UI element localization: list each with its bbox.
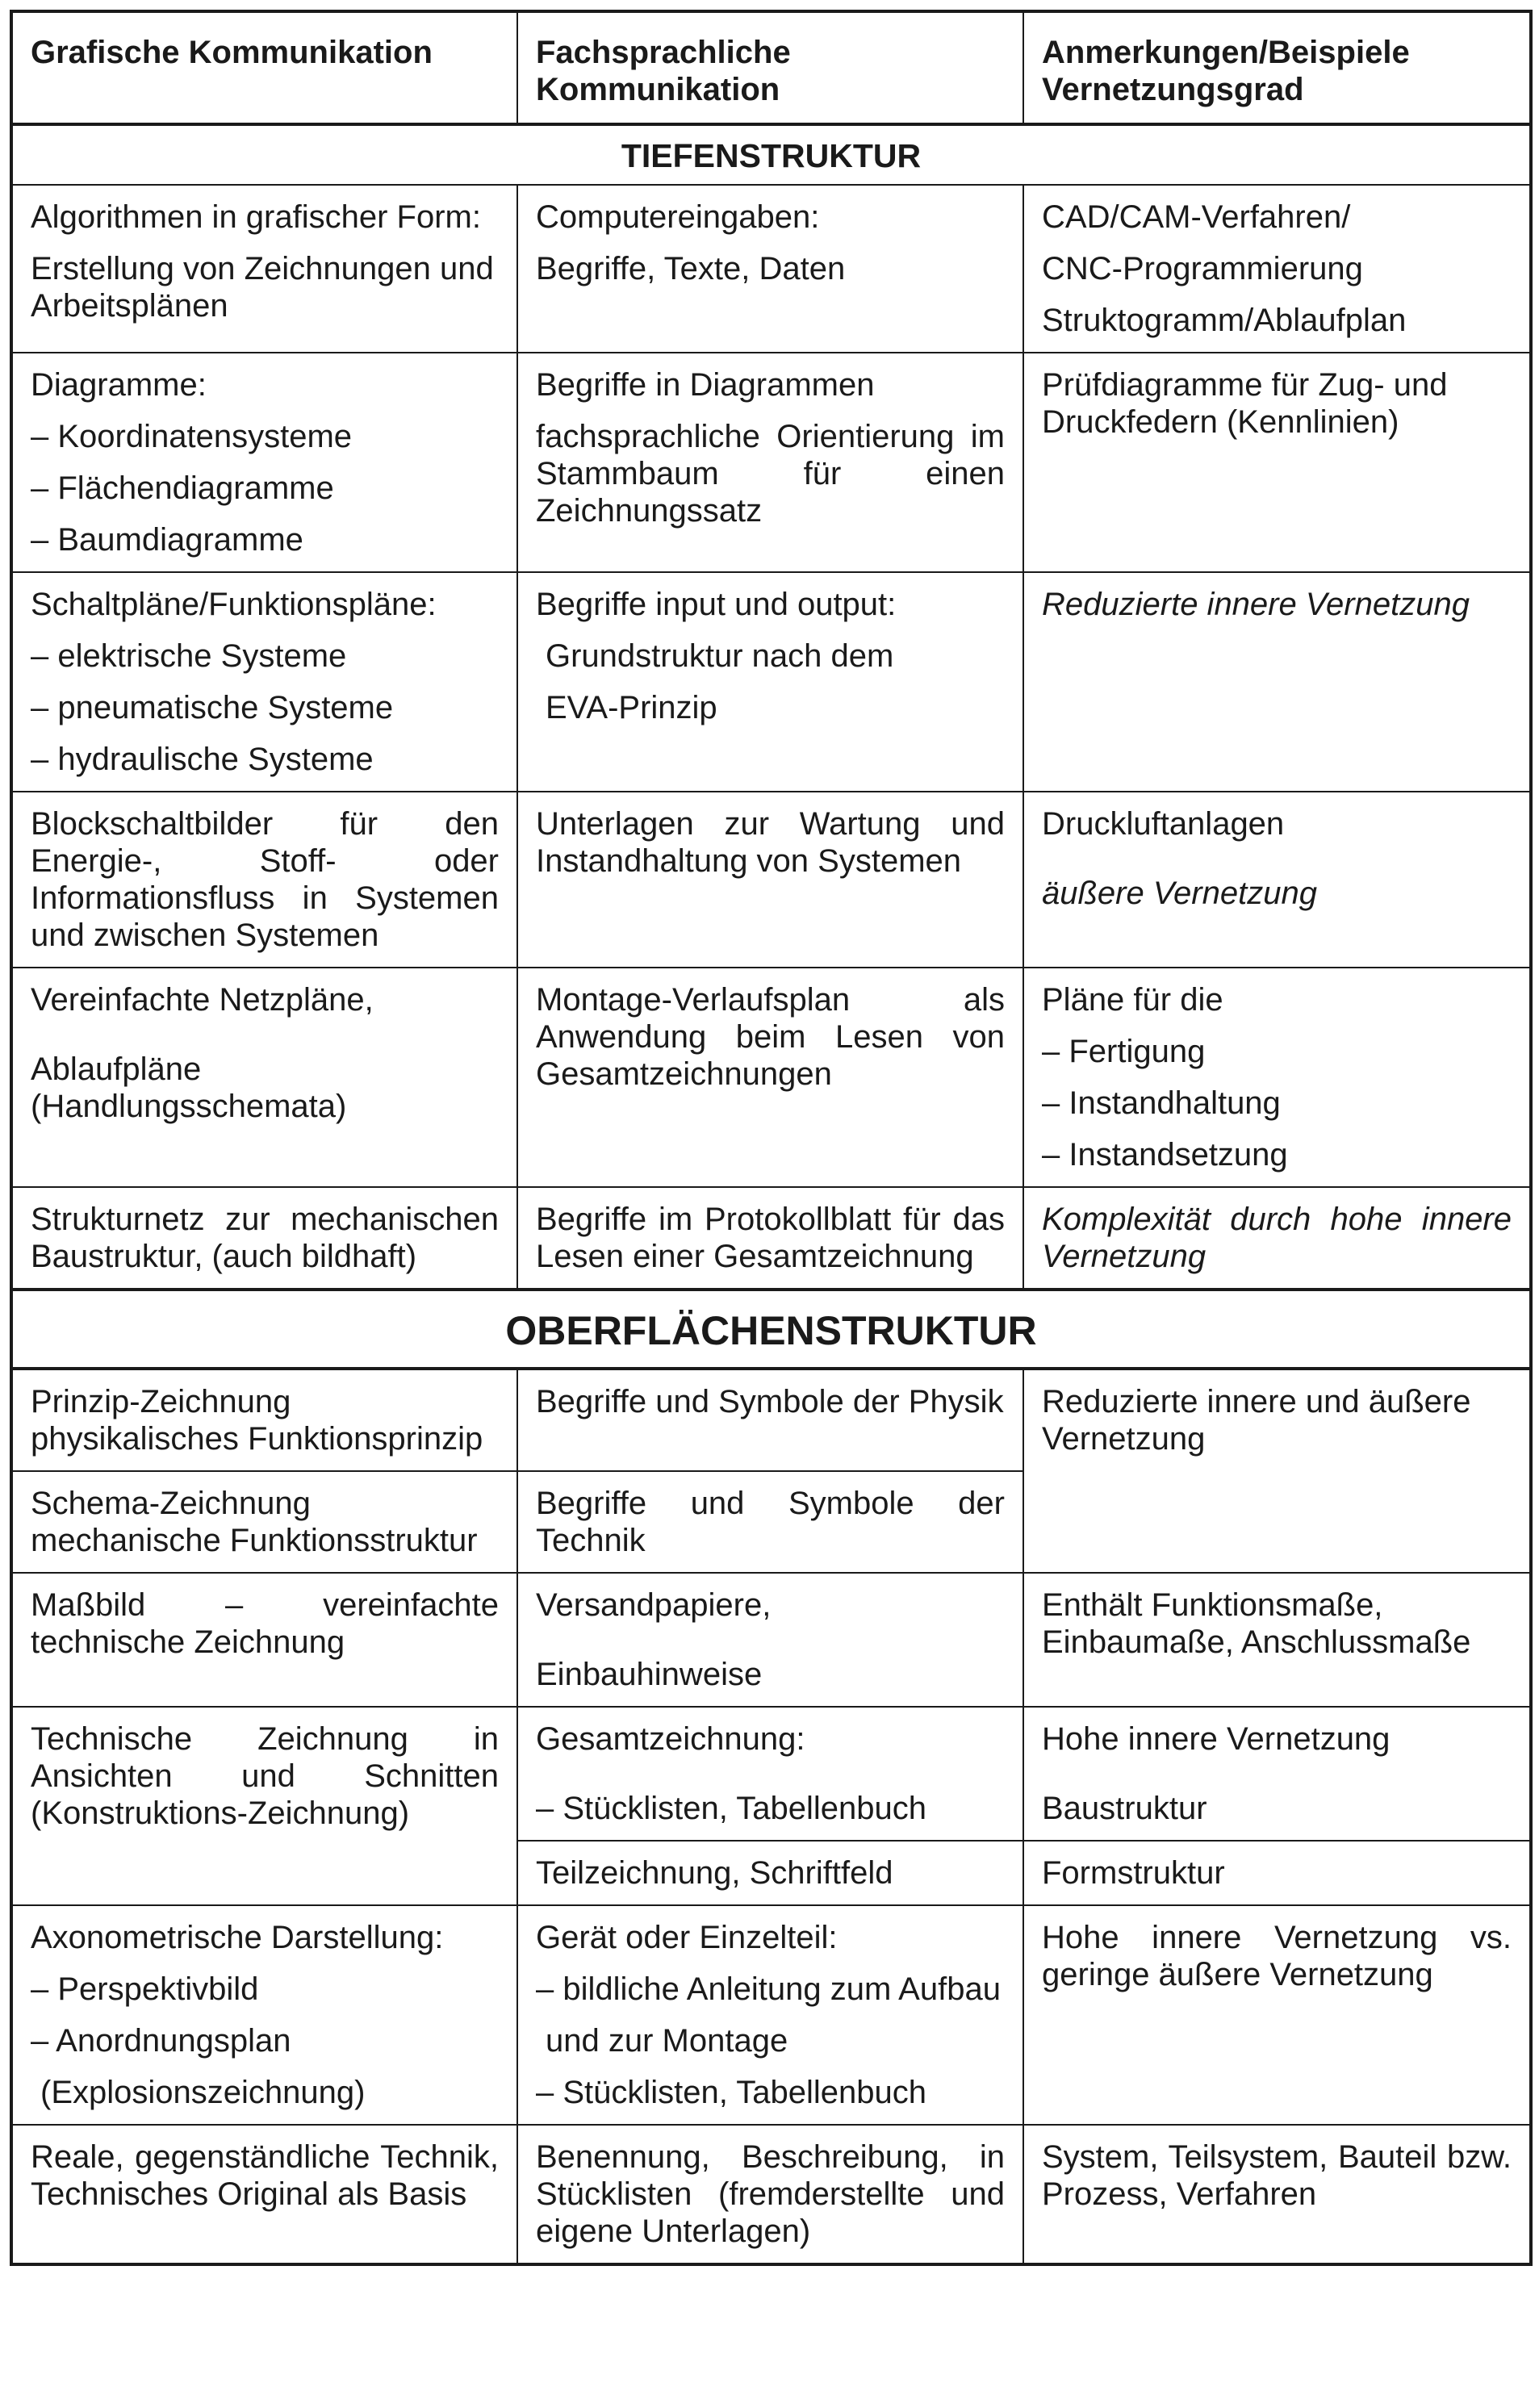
table-cell bbox=[1023, 1905, 1531, 2125]
communication-table bbox=[10, 10, 1533, 2266]
cell-text: CAD/CAM-Verfahren/ bbox=[1042, 199, 1351, 235]
cell-text: Vereinfachte Netzpläne, bbox=[31, 982, 374, 1018]
table-cell bbox=[517, 792, 1023, 968]
cell-text: – Flächendiagramme bbox=[31, 470, 334, 506]
table-row bbox=[11, 185, 1531, 353]
table-cell bbox=[1023, 1707, 1531, 1841]
table-row bbox=[11, 1369, 1531, 1471]
table-row bbox=[11, 968, 1531, 1187]
table-cell bbox=[1023, 1187, 1531, 1290]
cell-text: Teilzeichnung, Schriftfeld bbox=[536, 1855, 893, 1891]
cell-text: fachsprachliche Orientierung im Stammbaum für einen Zeichnungssatz bbox=[536, 419, 1005, 529]
section-row-tiefenstruktur bbox=[11, 124, 1531, 185]
cell-text: – pneumatische Systeme bbox=[31, 690, 394, 725]
table-cell bbox=[11, 1905, 517, 2125]
table-cell bbox=[517, 2125, 1023, 2264]
table-cell bbox=[1023, 572, 1531, 792]
cell-text: Montage-Verlaufsplan als Anwendung beim Lesen von Gesamtzeichnungen bbox=[536, 982, 1005, 1092]
table-cell bbox=[11, 353, 517, 572]
cell-text: Begriffe input und output: bbox=[536, 587, 897, 622]
cell-text: Hohe innere Vernetzung bbox=[1042, 1721, 1391, 1757]
table-cell bbox=[517, 1573, 1023, 1707]
cell-text: Ablaufpläne (Handlungsschemata) bbox=[31, 1051, 347, 1124]
table-cell bbox=[11, 792, 517, 968]
table-cell bbox=[11, 1369, 517, 1471]
cell-text: Komplexität durch hohe innere Vernetzung bbox=[1042, 1202, 1512, 1274]
table-row bbox=[11, 1707, 1531, 1841]
cell-text: Benennung, Beschreibung, in Stücklisten (fremderstellte und eigene Unterlagen) bbox=[536, 2139, 1005, 2249]
table-row bbox=[11, 353, 1531, 572]
cell-text: Computereingaben: bbox=[536, 199, 820, 235]
table-cell bbox=[11, 1471, 517, 1573]
table-row bbox=[11, 572, 1531, 792]
cell-text: – Baumdiagramme bbox=[31, 522, 303, 558]
cell-text: – Stücklisten, Tabellenbuch bbox=[536, 1791, 927, 1826]
table-cell bbox=[517, 968, 1023, 1187]
cell-text: Begriffe und Symbole der Technik bbox=[536, 1486, 1005, 1558]
cell-text: Blockschaltbilder für den Energie-, Stoff- oder Informationsfluss in Systemen und zwischen Systemen bbox=[31, 806, 499, 953]
table-cell bbox=[11, 2125, 517, 2264]
table-row bbox=[11, 1573, 1531, 1707]
table-cell bbox=[1023, 185, 1531, 353]
cell-text: – Stücklisten, Tabellenbuch bbox=[536, 2075, 927, 2110]
cell-text: Maßbild – vereinfachte technische Zeichnung bbox=[31, 1587, 499, 1660]
cell-text: Unterlagen zur Wartung und Instandhaltung von Systemen bbox=[536, 806, 1005, 879]
table-cell bbox=[517, 572, 1023, 792]
cell-text: Reduzierte innere Vernetzung bbox=[1042, 587, 1470, 622]
cell-text: – bildliche Anleitung zum Aufbau bbox=[536, 1971, 1001, 2007]
table-cell bbox=[1023, 792, 1531, 968]
table-cell bbox=[1023, 2125, 1531, 2264]
cell-text: – elektrische Systeme bbox=[31, 638, 347, 674]
document-page bbox=[10, 10, 1529, 2398]
table-row bbox=[11, 2125, 1531, 2264]
cell-text: Strukturnetz zur mechanischen Baustruktur, (auch bildhaft) bbox=[31, 1202, 499, 1274]
cell-text: Gesamtzeichnung: bbox=[536, 1721, 805, 1757]
cell-text: – Koordinatensysteme bbox=[31, 419, 353, 454]
cell-text: – Instandsetzung bbox=[1042, 1137, 1288, 1173]
table-cell bbox=[517, 1707, 1023, 1841]
table-cell bbox=[11, 185, 517, 353]
header-grafische-kommunikation: Grafische Kommunikation bbox=[11, 11, 517, 124]
cell-text: Pläne für die bbox=[1042, 982, 1223, 1018]
cell-text: Diagramme: bbox=[31, 367, 207, 403]
table-cell bbox=[517, 353, 1023, 572]
cell-text: äußere Vernetzung bbox=[1042, 876, 1317, 911]
cell-text: Reduzierte innere und äußere Vernetzung bbox=[1042, 1384, 1471, 1457]
cell-text: Hohe innere Vernetzung vs. geringe äußere Vernetzung bbox=[1042, 1920, 1512, 1992]
cell-text: Prüfdiagramme für Zug- und Druckfedern (Kennlinien) bbox=[1042, 367, 1448, 440]
cell-text: Prinzip-Zeichnung physikalisches Funktionsprinzip bbox=[31, 1384, 483, 1457]
cell-text: EVA-Prinzip bbox=[546, 690, 717, 725]
table-cell bbox=[1023, 968, 1531, 1187]
cell-text: CNC-Programmierung bbox=[1042, 251, 1363, 286]
table-cell bbox=[517, 1369, 1023, 1471]
table-row bbox=[11, 1187, 1531, 1290]
table-cell bbox=[1023, 1573, 1531, 1707]
cell-text: Versandpapiere, bbox=[536, 1587, 772, 1623]
cell-text: Schema-Zeichnung mechanische Funktionsstruktur bbox=[31, 1486, 478, 1558]
header-fachsprachliche-kommunikation: Fachsprachliche Kommunikation bbox=[517, 11, 1023, 124]
section-row-oberflaechenstruktur bbox=[11, 1290, 1531, 1369]
cell-text: und zur Montage bbox=[546, 2023, 788, 2059]
table-cell bbox=[11, 1187, 517, 1290]
cell-text: – Instandhaltung bbox=[1042, 1085, 1281, 1121]
cell-text: Reale, gegenständliche Technik, Technisches Original als Basis bbox=[31, 2139, 499, 2212]
cell-text: Gerät oder Einzelteil: bbox=[536, 1920, 838, 1955]
cell-text: Baustruktur bbox=[1042, 1791, 1207, 1826]
cell-text: Struktogramm/Ablaufplan bbox=[1042, 303, 1407, 338]
cell-text: Technische Zeichnung in Ansichten und Schnitten (Konstruktions-Zeichnung) bbox=[31, 1721, 499, 1831]
cell-text: Begriffe, Texte, Daten bbox=[536, 251, 846, 286]
section-title-tiefenstruktur: TIEFENSTRUKTUR bbox=[11, 124, 1531, 185]
table-cell bbox=[517, 1841, 1023, 1905]
table-cell bbox=[517, 1471, 1023, 1573]
table-header-row bbox=[11, 11, 1531, 124]
table-cell bbox=[517, 185, 1023, 353]
cell-text: Axonometrische Darstellung: bbox=[31, 1920, 444, 1955]
table-row bbox=[11, 1905, 1531, 2125]
cell-text: Grundstruktur nach dem bbox=[546, 638, 894, 674]
table-row bbox=[11, 792, 1531, 968]
cell-text: Begriffe im Protokollblatt für das Lesen einer Gesamtzeichnung bbox=[536, 1202, 1005, 1274]
cell-text: Algorithmen in grafischer Form: bbox=[31, 199, 481, 235]
table-cell bbox=[11, 968, 517, 1187]
cell-text: – Anordnungsplan bbox=[31, 2023, 291, 2059]
cell-text: Begriffe in Diagrammen bbox=[536, 367, 875, 403]
header-anmerkungen-vernetzungsgrad: Anmerkungen/Beispiele Vernetzungsgrad bbox=[1023, 11, 1531, 124]
cell-text: Formstruktur bbox=[1042, 1855, 1225, 1891]
cell-text: (Explosionszeichnung) bbox=[40, 2075, 366, 2110]
table-cell bbox=[517, 1187, 1023, 1290]
section-title-oberflaechenstruktur: OBERFLÄCHENSTRUKTUR bbox=[11, 1290, 1531, 1369]
cell-text: Schaltpläne/Funktionspläne: bbox=[31, 587, 437, 622]
cell-text: Enthält Funktionsmaße, Einbaumaße, Anschlussmaße bbox=[1042, 1587, 1471, 1660]
table-cell bbox=[1023, 1369, 1531, 1573]
table-cell bbox=[1023, 353, 1531, 572]
cell-text: System, Teilsystem, Bauteil bzw. Prozess, Verfahren bbox=[1042, 2139, 1512, 2212]
table-cell bbox=[11, 1573, 517, 1707]
cell-text: Erstellung von Zeichnungen und Arbeitsplänen bbox=[31, 251, 494, 324]
cell-text: Begriffe und Symbole der Physik bbox=[536, 1384, 1004, 1419]
table-cell bbox=[11, 1707, 517, 1905]
cell-text: Druckluftanlagen bbox=[1042, 806, 1285, 842]
table-cell bbox=[1023, 1841, 1531, 1905]
table-cell bbox=[517, 1905, 1023, 2125]
cell-text: – Perspektivbild bbox=[31, 1971, 259, 2007]
table-cell bbox=[11, 572, 517, 792]
cell-text: – hydraulische Systeme bbox=[31, 742, 374, 777]
cell-text: – Fertigung bbox=[1042, 1034, 1206, 1069]
cell-text: Einbauhinweise bbox=[536, 1657, 763, 1692]
